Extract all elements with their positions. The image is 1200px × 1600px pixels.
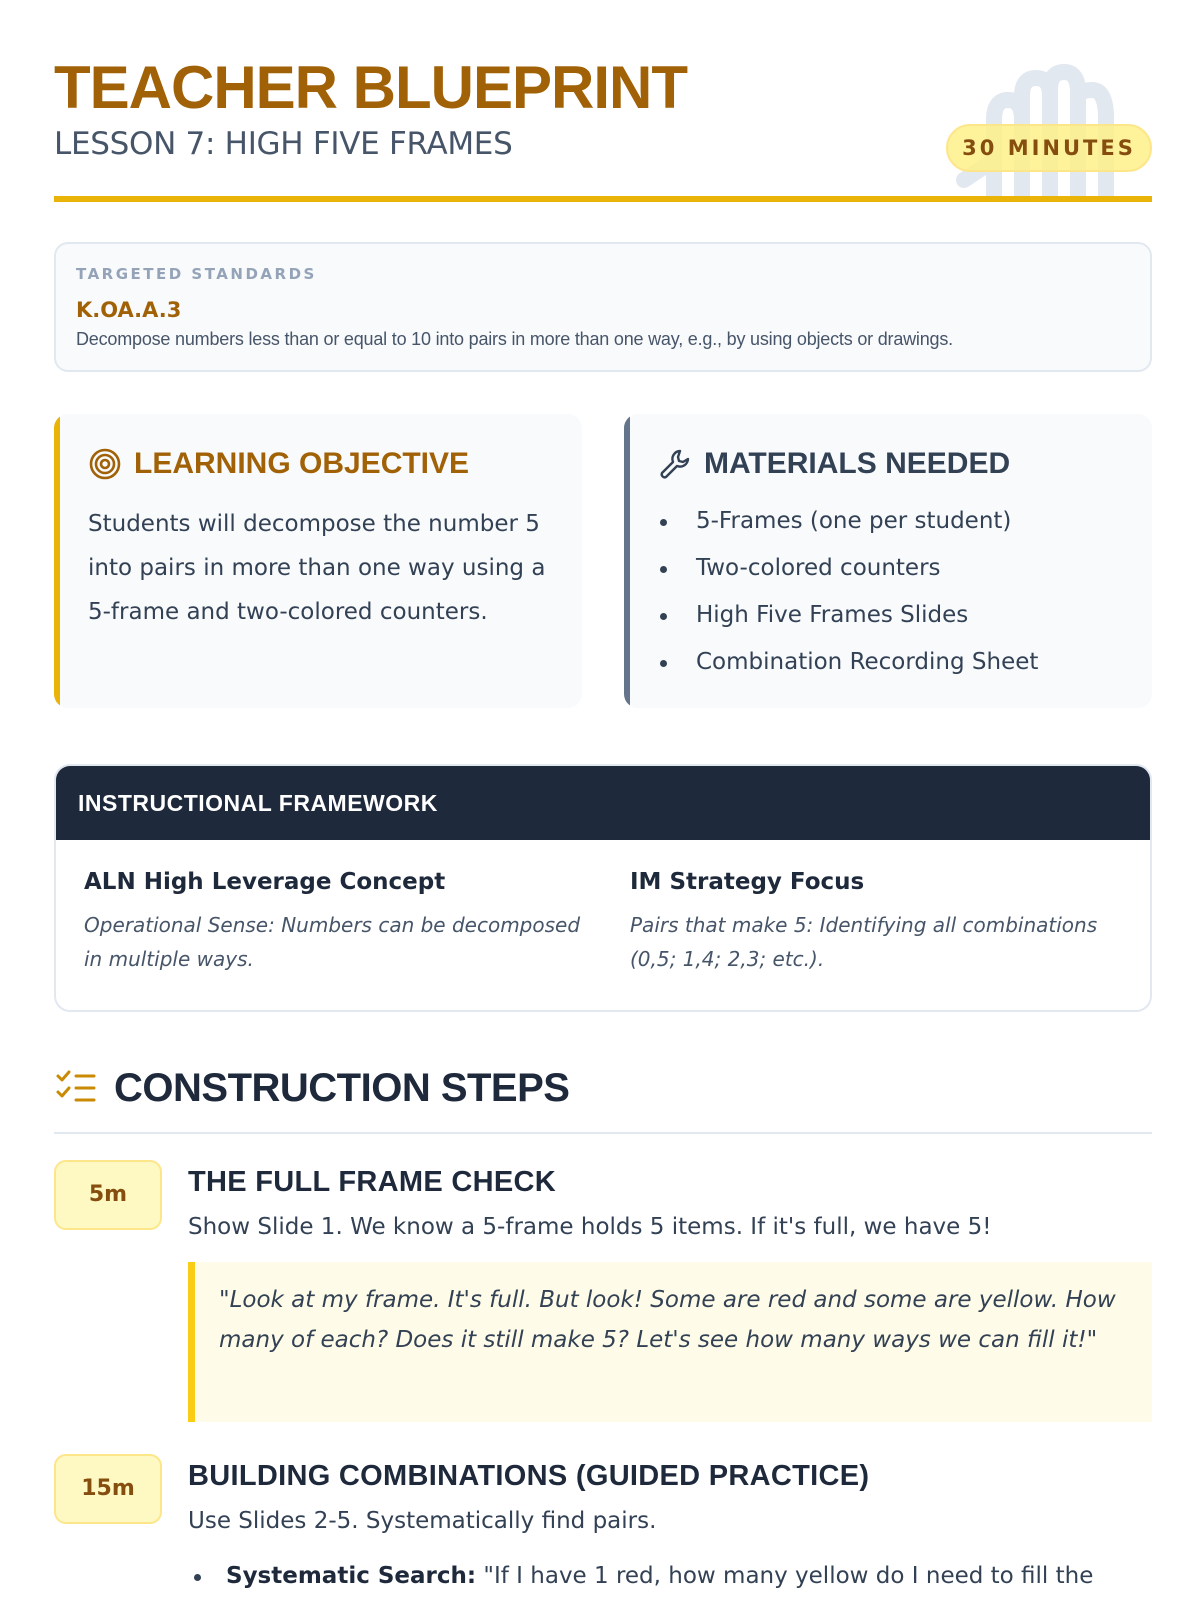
step-description: Show Slide 1. We know a 5-frame holds 5 items. If it's full, we have 5! — [188, 1214, 992, 1240]
step-bullet-list — [188, 1556, 1093, 1596]
materials-heading — [658, 444, 1010, 484]
materials-list — [658, 498, 1038, 686]
duration-badge: 30 MINUTES — [946, 124, 1152, 172]
page-header — [54, 52, 1152, 202]
objective-heading — [88, 444, 469, 484]
steps-heading-label: CONSTRUCTION STEPS — [114, 1065, 570, 1110]
step-title: BUILDING COMBINATIONS (GUIDED PRACTICE) — [188, 1460, 870, 1492]
materials-heading-label: MATERIALS NEEDED — [704, 447, 1011, 480]
construction-steps-heading — [54, 1064, 569, 1112]
lesson-page — [54, 0, 1152, 1600]
teacher-script-quote: "Look at my frame. It's full. But look! Some are red and some are yellow. How many of each? Does it still make 5? Let's see how many ways we can fill it!" — [188, 1262, 1152, 1422]
step-time-badge: 5m — [54, 1160, 162, 1230]
standard-description: Decompose numbers less than or equal to 10 into pairs in more than one way, e.g., by using objects or drawings. — [76, 329, 953, 349]
bullet-lead: Systematic Search: — [226, 1563, 477, 1589]
learning-objective-card — [54, 414, 582, 708]
objective-text: Students will decompose the number 5 into pairs in more than one way using a 5-frame and two-colored counters. — [88, 511, 546, 625]
instructional-framework — [54, 764, 1152, 1012]
framework-concept — [84, 866, 584, 976]
targeted-standards — [54, 242, 1152, 372]
step-bullet — [188, 1556, 1093, 1596]
materials-card — [624, 414, 1152, 708]
bullet-text: "If I have 1 red, how many yellow do I need to fill the — [476, 1563, 1094, 1589]
material-item: Two-colored counters — [658, 545, 1038, 592]
page-title: TEACHER BLUEPRINT — [54, 54, 688, 121]
standard-code: K.OA.A.3 — [76, 298, 182, 322]
step-description: Use Slides 2-5. Systematically find pairs. — [188, 1508, 657, 1534]
step-time-badge: 15m — [54, 1454, 162, 1524]
strategy-description: Pairs that make 5: Identifying all combinations (0,5; 1,4; 2,3; etc.). — [630, 913, 1098, 971]
concept-description: Operational Sense: Numbers can be decomposed in multiple ways. — [84, 913, 581, 971]
wrench-icon — [658, 447, 692, 481]
framework-heading: INSTRUCTIONAL FRAMEWORK — [56, 766, 1150, 840]
material-item: Combination Recording Sheet — [658, 639, 1038, 686]
concept-title: ALN High Leverage Concept — [84, 869, 446, 895]
lesson-subtitle: LESSON 7: HIGH FIVE FRAMES — [54, 126, 513, 162]
standards-label: TARGETED STANDARDS — [76, 265, 317, 283]
step-title: THE FULL FRAME CHECK — [188, 1166, 556, 1198]
header-divider — [54, 196, 1152, 202]
strategy-title: IM Strategy Focus — [630, 869, 865, 895]
steps-divider — [54, 1132, 1152, 1134]
material-item: 5-Frames (one per student) — [658, 498, 1038, 545]
target-icon — [88, 447, 122, 481]
checklist-icon — [54, 1068, 98, 1108]
material-item: High Five Frames Slides — [658, 592, 1038, 639]
objective-heading-label: LEARNING OBJECTIVE — [134, 447, 470, 480]
framework-strategy — [630, 866, 1130, 976]
